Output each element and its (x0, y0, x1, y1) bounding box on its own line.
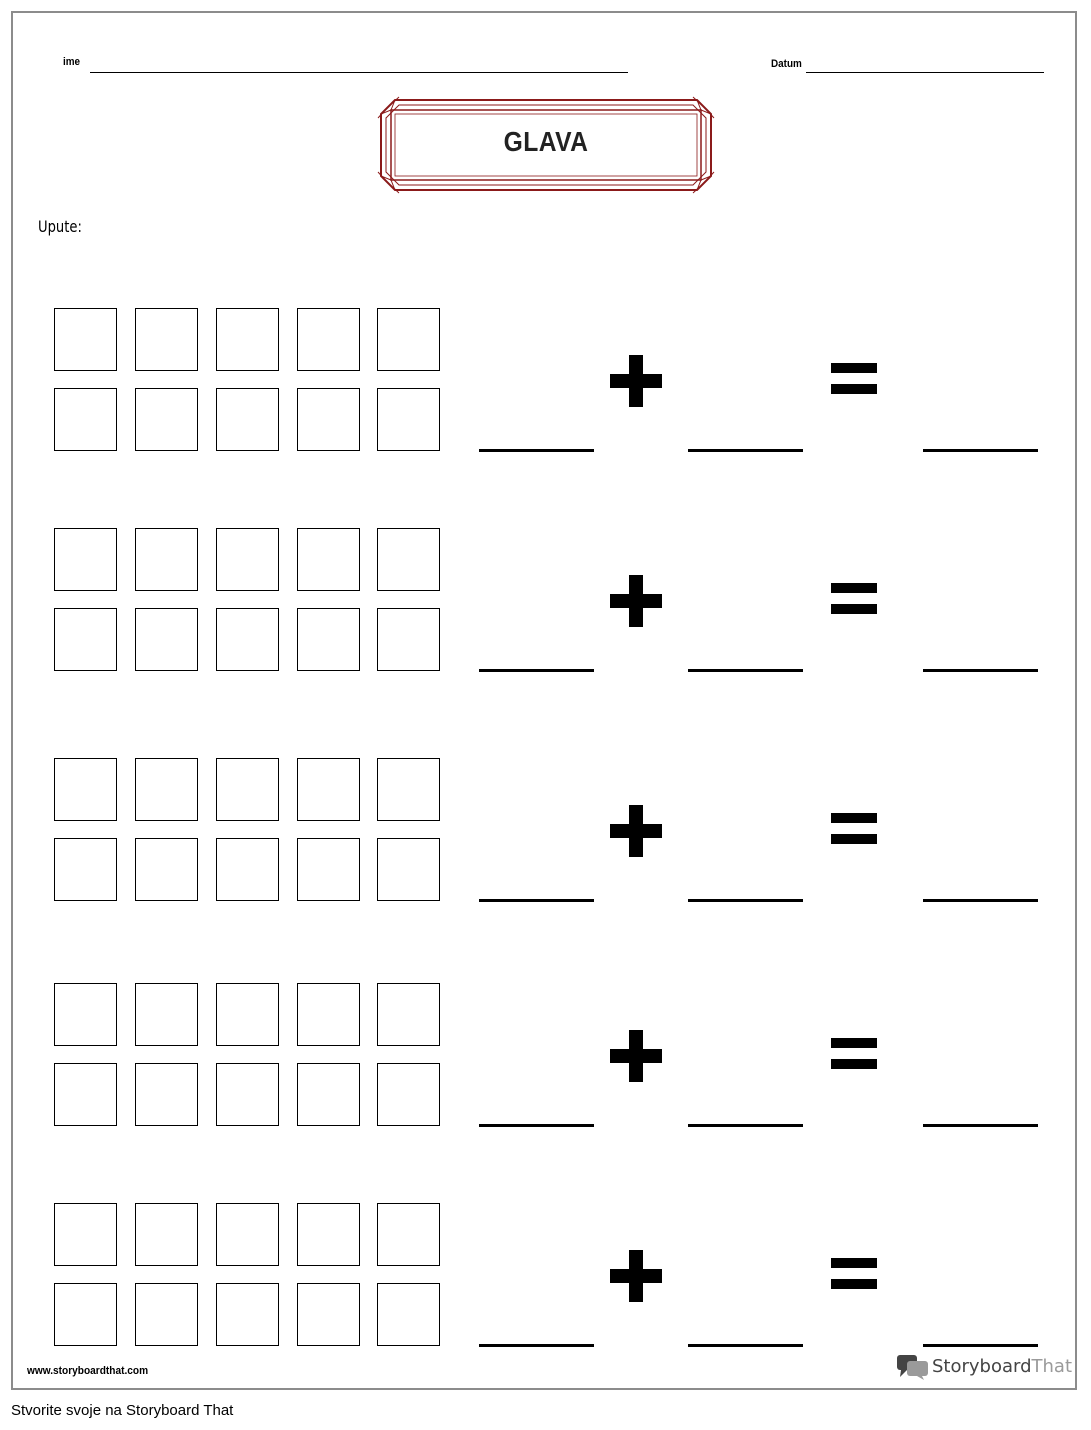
plus-sign-icon (610, 575, 662, 627)
ten-frame-cell[interactable] (135, 1283, 198, 1346)
ten-frame-cell[interactable] (54, 1283, 117, 1346)
addend-1-blank[interactable] (479, 899, 594, 902)
addend-1-blank[interactable] (479, 1124, 594, 1127)
ten-frame-cell[interactable] (216, 1283, 279, 1346)
ten-frame-cell[interactable] (216, 1063, 279, 1126)
footer-url: www.storyboardthat.com (27, 1365, 149, 1377)
ten-frame-cell[interactable] (54, 528, 117, 591)
ten-frame-cell[interactable] (216, 388, 279, 451)
ten-frame-cell[interactable] (54, 1203, 117, 1266)
name-label: ime (63, 56, 81, 68)
ten-frame-cell[interactable] (297, 388, 360, 451)
ten-frame-cell[interactable] (135, 983, 198, 1046)
ten-frame-cell[interactable] (135, 1063, 198, 1126)
ten-frame-cell[interactable] (216, 308, 279, 371)
speech-bubbles-icon (896, 1353, 930, 1381)
sum-blank[interactable] (923, 669, 1038, 672)
ten-frame-cell[interactable] (377, 608, 440, 671)
addend-1-blank[interactable] (479, 669, 594, 672)
page-caption: Stvorite svoje na Storyboard That (11, 1402, 234, 1419)
ten-frame-cell[interactable] (377, 528, 440, 591)
ten-frame-cell[interactable] (135, 1203, 198, 1266)
ten-frame-cell[interactable] (135, 308, 198, 371)
worksheet-title: GLAVA (503, 126, 589, 157)
ten-frame-cell[interactable] (297, 528, 360, 591)
ten-frame-cell[interactable] (54, 1063, 117, 1126)
ten-frame-cell[interactable] (377, 308, 440, 371)
instructions-label: Upute: (38, 217, 82, 236)
ten-frame-cell[interactable] (216, 528, 279, 591)
equals-sign-icon (831, 813, 877, 845)
sum-blank[interactable] (923, 1344, 1038, 1347)
plus-sign-icon (610, 1030, 662, 1082)
ten-frame-cell[interactable] (54, 308, 117, 371)
ten-frame-cell[interactable] (135, 388, 198, 451)
addend-2-blank[interactable] (688, 899, 803, 902)
ten-frame-cell[interactable] (216, 1203, 279, 1266)
date-label: Datum (771, 58, 802, 70)
ten-frame-cell[interactable] (54, 608, 117, 671)
ten-frame-cell[interactable] (297, 308, 360, 371)
ten-frame-cell[interactable] (297, 608, 360, 671)
ten-frame-cell[interactable] (216, 758, 279, 821)
title-frame (377, 96, 715, 194)
brand-logo (896, 1353, 1073, 1381)
addend-1-blank[interactable] (479, 1344, 594, 1347)
ten-frame-cell[interactable] (54, 983, 117, 1046)
addend-2-blank[interactable] (688, 1344, 803, 1347)
ten-frame-cell[interactable] (54, 838, 117, 901)
ten-frame-cell[interactable] (377, 1203, 440, 1266)
addend-1-blank[interactable] (479, 449, 594, 452)
addend-2-blank[interactable] (688, 669, 803, 672)
ten-frame-cell[interactable] (54, 758, 117, 821)
worksheet-page (11, 11, 1077, 1390)
ten-frame-cell[interactable] (377, 1283, 440, 1346)
ten-frame-cell[interactable] (54, 388, 117, 451)
ten-frame-cell[interactable] (297, 1063, 360, 1126)
ten-frame-cell[interactable] (297, 983, 360, 1046)
addend-2-blank[interactable] (688, 1124, 803, 1127)
ten-frame-cell[interactable] (297, 1203, 360, 1266)
ten-frame-cell[interactable] (377, 838, 440, 901)
date-field-line[interactable] (806, 72, 1044, 73)
equals-sign-icon (831, 583, 877, 615)
plus-sign-icon (610, 805, 662, 857)
ten-frame-cell[interactable] (297, 1283, 360, 1346)
ten-frame-cell[interactable] (377, 758, 440, 821)
ten-frame-cell[interactable] (216, 838, 279, 901)
name-field-line[interactable] (90, 72, 628, 73)
ten-frame-cell[interactable] (216, 608, 279, 671)
plus-sign-icon (610, 355, 662, 407)
addend-2-blank[interactable] (688, 449, 803, 452)
ten-frame-cell[interactable] (135, 608, 198, 671)
ten-frame-cell[interactable] (377, 388, 440, 451)
brand-name: StoryboardThat (932, 1356, 1073, 1377)
plus-sign-icon (610, 1250, 662, 1302)
ten-frame-cell[interactable] (297, 838, 360, 901)
equals-sign-icon (831, 1258, 877, 1290)
equals-sign-icon (831, 1038, 877, 1070)
ten-frame-cell[interactable] (135, 528, 198, 591)
ten-frame-cell[interactable] (135, 838, 198, 901)
ten-frame-cell[interactable] (216, 983, 279, 1046)
ten-frame-cell[interactable] (297, 758, 360, 821)
ten-frame-cell[interactable] (135, 758, 198, 821)
equals-sign-icon (831, 363, 877, 395)
ten-frame-cell[interactable] (377, 1063, 440, 1126)
ten-frame-cell[interactable] (377, 983, 440, 1046)
sum-blank[interactable] (923, 449, 1038, 452)
sum-blank[interactable] (923, 1124, 1038, 1127)
sum-blank[interactable] (923, 899, 1038, 902)
